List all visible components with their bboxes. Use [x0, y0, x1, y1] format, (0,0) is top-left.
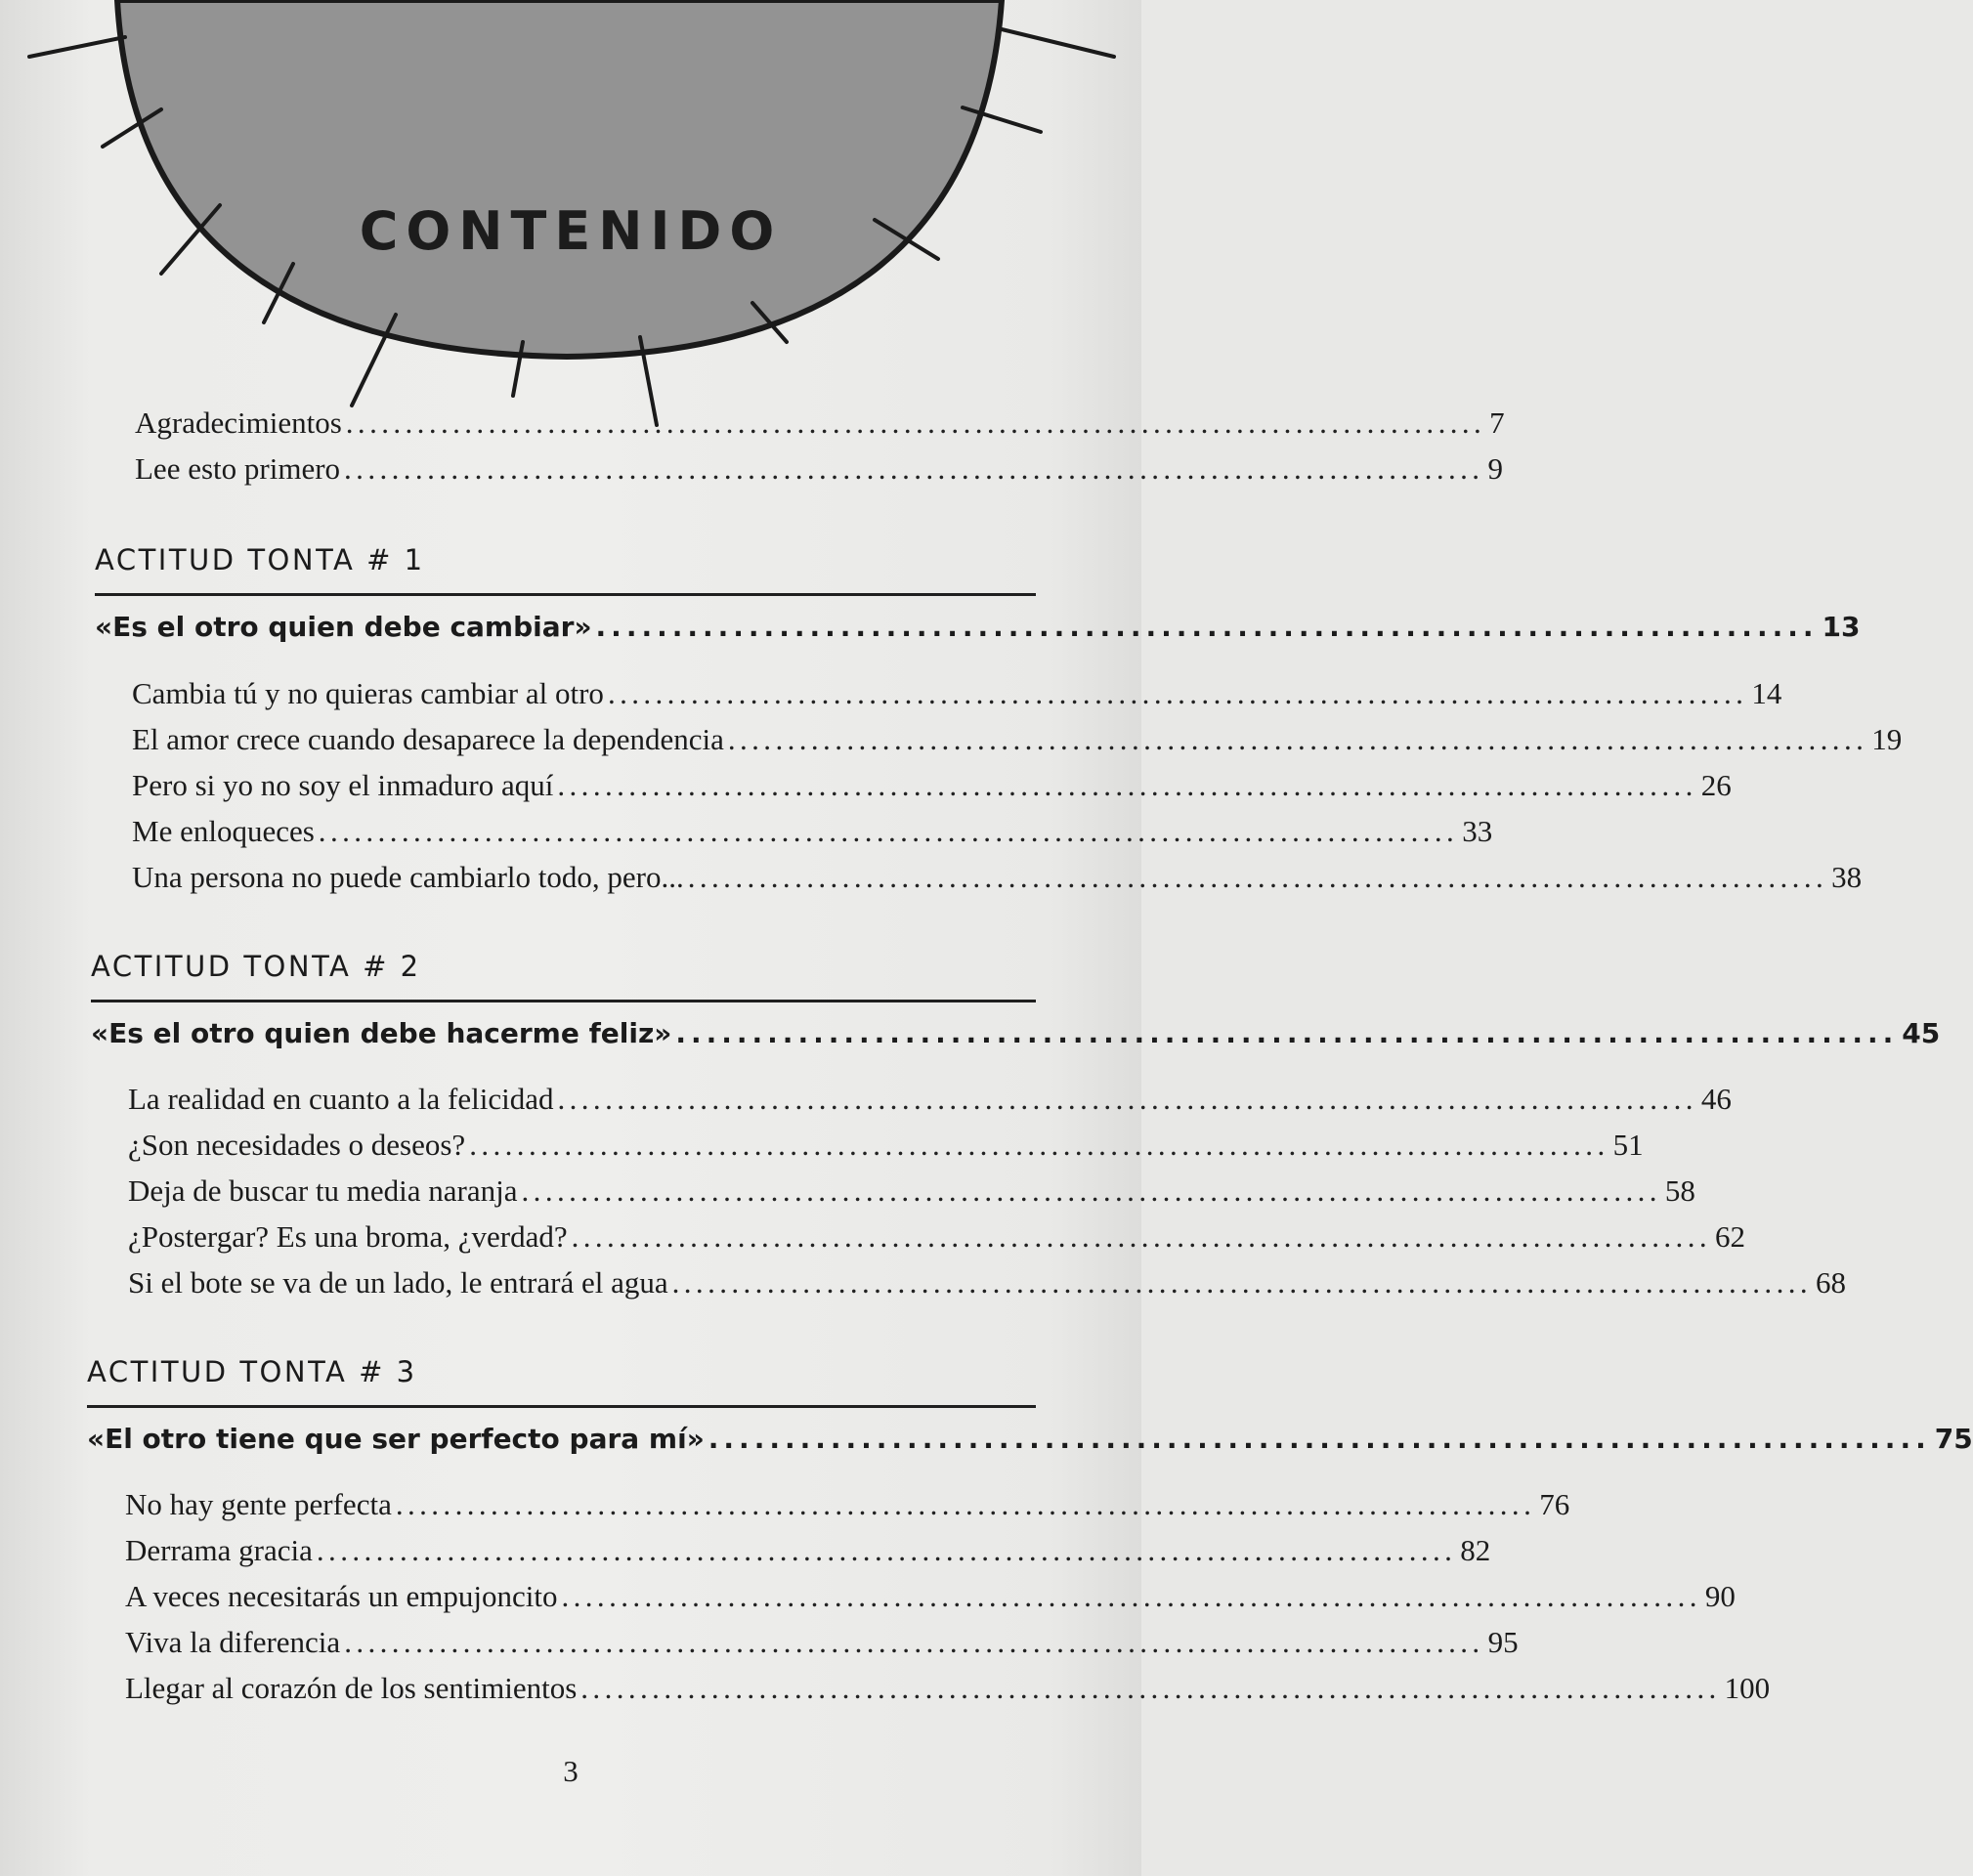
toc-entry-page: 51: [1612, 1128, 1644, 1162]
toc-entry-title: Derrama gracia: [125, 1533, 313, 1567]
toc-entry[interactable]: [132, 860, 1863, 895]
toc-entry[interactable]: [125, 1625, 1519, 1660]
toc-entry-page: 68: [1816, 1265, 1847, 1300]
toc-entry-page: 33: [1462, 814, 1493, 848]
toc-entry[interactable]: [128, 1128, 1644, 1163]
toc-entry-title: Pero si yo no soy el inmaduro aquí: [132, 768, 554, 802]
leader-dots: ................................................................................................: [557, 1082, 1697, 1116]
leader-dots: ................................................................................................: [316, 1533, 1457, 1567]
toc-entry-page: 46: [1700, 1082, 1732, 1116]
toc-entry-page: 82: [1460, 1533, 1491, 1567]
toc-entry[interactable]: [135, 451, 1503, 487]
toc-entry[interactable]: [125, 1671, 1771, 1706]
toc-entry[interactable]: [128, 1219, 1746, 1255]
leader-dots: ................................................................................................: [727, 722, 1868, 756]
chapter-title[interactable]: [91, 1017, 1941, 1049]
toc-entry-title: Llegar al corazón de los sentimientos: [125, 1671, 578, 1705]
toc-entry[interactable]: [132, 768, 1732, 803]
chapter-title-text: «Es el otro quien debe cambiar»: [95, 611, 592, 643]
toc-entry-page: 26: [1700, 768, 1732, 802]
toc-entry-title: Una persona no puede cambiarlo todo, pero...: [132, 860, 684, 894]
chapter-title-text: «Es el otro quien debe hacerme feliz»: [91, 1017, 672, 1049]
chapter-heading: ACTITUD TONTA # 2: [91, 950, 421, 983]
toc-entry-page: 14: [1751, 676, 1782, 710]
toc-entry[interactable]: [128, 1265, 1847, 1300]
toc-entry-title: Lee esto primero: [135, 451, 341, 486]
toc-entry-page: 19: [1871, 722, 1903, 756]
leader-dots: ................................................................................................: [395, 1487, 1536, 1521]
toc-entry-title: No hay gente perfecta: [125, 1487, 392, 1521]
leader-dots: ................................................................................................: [344, 1625, 1484, 1659]
chapter-rule: [91, 1000, 1036, 1002]
chapter-title-page: 75: [1934, 1423, 1973, 1455]
leader-dots: ................................................................................................: [318, 814, 1459, 848]
toc-entry-page: 38: [1831, 860, 1863, 894]
toc-entry-page: 95: [1487, 1625, 1519, 1659]
toc-entry-page: 62: [1715, 1219, 1746, 1254]
toc-entry-page: 58: [1664, 1173, 1695, 1208]
toc-entry-title: Cambia tú y no quieras cambiar al otro: [132, 676, 604, 710]
leader-dots: ................................................................................................: [571, 1219, 1712, 1254]
toc-entry[interactable]: [132, 814, 1493, 849]
page-title: CONTENIDO: [359, 200, 783, 262]
chapter-heading: ACTITUD TONTA # 3: [87, 1355, 417, 1388]
toc-entry[interactable]: [125, 1579, 1736, 1614]
chapter-title[interactable]: [87, 1423, 1973, 1455]
leader-dots: ................................................................................................: [607, 676, 1748, 710]
toc-entry-title: ¿Son necesidades o deseos?: [128, 1128, 466, 1162]
toc-entry[interactable]: [132, 676, 1782, 711]
chapter-rule: [95, 593, 1036, 596]
leader-dots: ................................................................................: [708, 1423, 1931, 1455]
toc-entry-title: Agradecimientos: [135, 405, 342, 440]
toc-entry-page: 7: [1489, 405, 1505, 440]
toc-entry-title: ¿Postergar? Es una broma, ¿verdad?: [128, 1219, 568, 1254]
toc-entry[interactable]: [125, 1533, 1491, 1568]
toc-entry[interactable]: [135, 405, 1505, 441]
toc-entry-title: La realidad en cuanto a la felicidad: [128, 1082, 554, 1116]
toc-entry[interactable]: [125, 1487, 1570, 1522]
toc-entry-title: El amor crece cuando desaparece la dependencia: [132, 722, 724, 756]
chapter-title-page: 45: [1902, 1017, 1941, 1049]
leader-dots: ................................................................................: [595, 611, 1819, 643]
toc-entry[interactable]: [128, 1082, 1732, 1117]
toc-entry-page: 90: [1704, 1579, 1736, 1613]
page-number: 3: [563, 1754, 579, 1788]
toc-entry-title: Viva la diferencia: [125, 1625, 341, 1659]
chapter-title-page: 13: [1822, 611, 1861, 643]
chapter-heading: ACTITUD TONTA # 1: [95, 543, 425, 576]
leader-dots: ................................................................................................: [469, 1128, 1609, 1162]
leader-dots: ................................................................................................: [671, 1265, 1813, 1300]
leader-dots: ................................................................................................: [561, 1579, 1701, 1613]
toc-entry-page: 9: [1487, 451, 1503, 486]
chapter-rule: [87, 1405, 1036, 1408]
leader-dots: ................................................................................: [675, 1017, 1899, 1049]
leader-dots: ................................................................................................: [557, 768, 1697, 802]
toc-entry-page: 100: [1724, 1671, 1771, 1705]
leader-dots: ................................................................................................: [687, 860, 1828, 894]
chapter-title-text: «El otro tiene que ser perfecto para mí»: [87, 1423, 705, 1455]
toc-entry[interactable]: [132, 722, 1903, 757]
toc-entry-title: Deja de buscar tu media naranja: [128, 1173, 518, 1208]
toc-entry-title: Me enloqueces: [132, 814, 315, 848]
chapter-title[interactable]: [95, 611, 1861, 643]
toc-entry-title: A veces necesitarás un empujoncito: [125, 1579, 558, 1613]
leader-dots: ................................................................................................: [580, 1671, 1721, 1705]
toc-entry-title: Si el bote se va de un lado, le entrará el agua: [128, 1265, 668, 1300]
leader-dots: ................................................................................................: [521, 1173, 1661, 1208]
toc-entry[interactable]: [128, 1173, 1695, 1209]
toc-entry-page: 76: [1539, 1487, 1570, 1521]
leader-dots: ................................................................................................: [345, 405, 1486, 440]
leader-dots: ................................................................................................: [344, 451, 1484, 486]
